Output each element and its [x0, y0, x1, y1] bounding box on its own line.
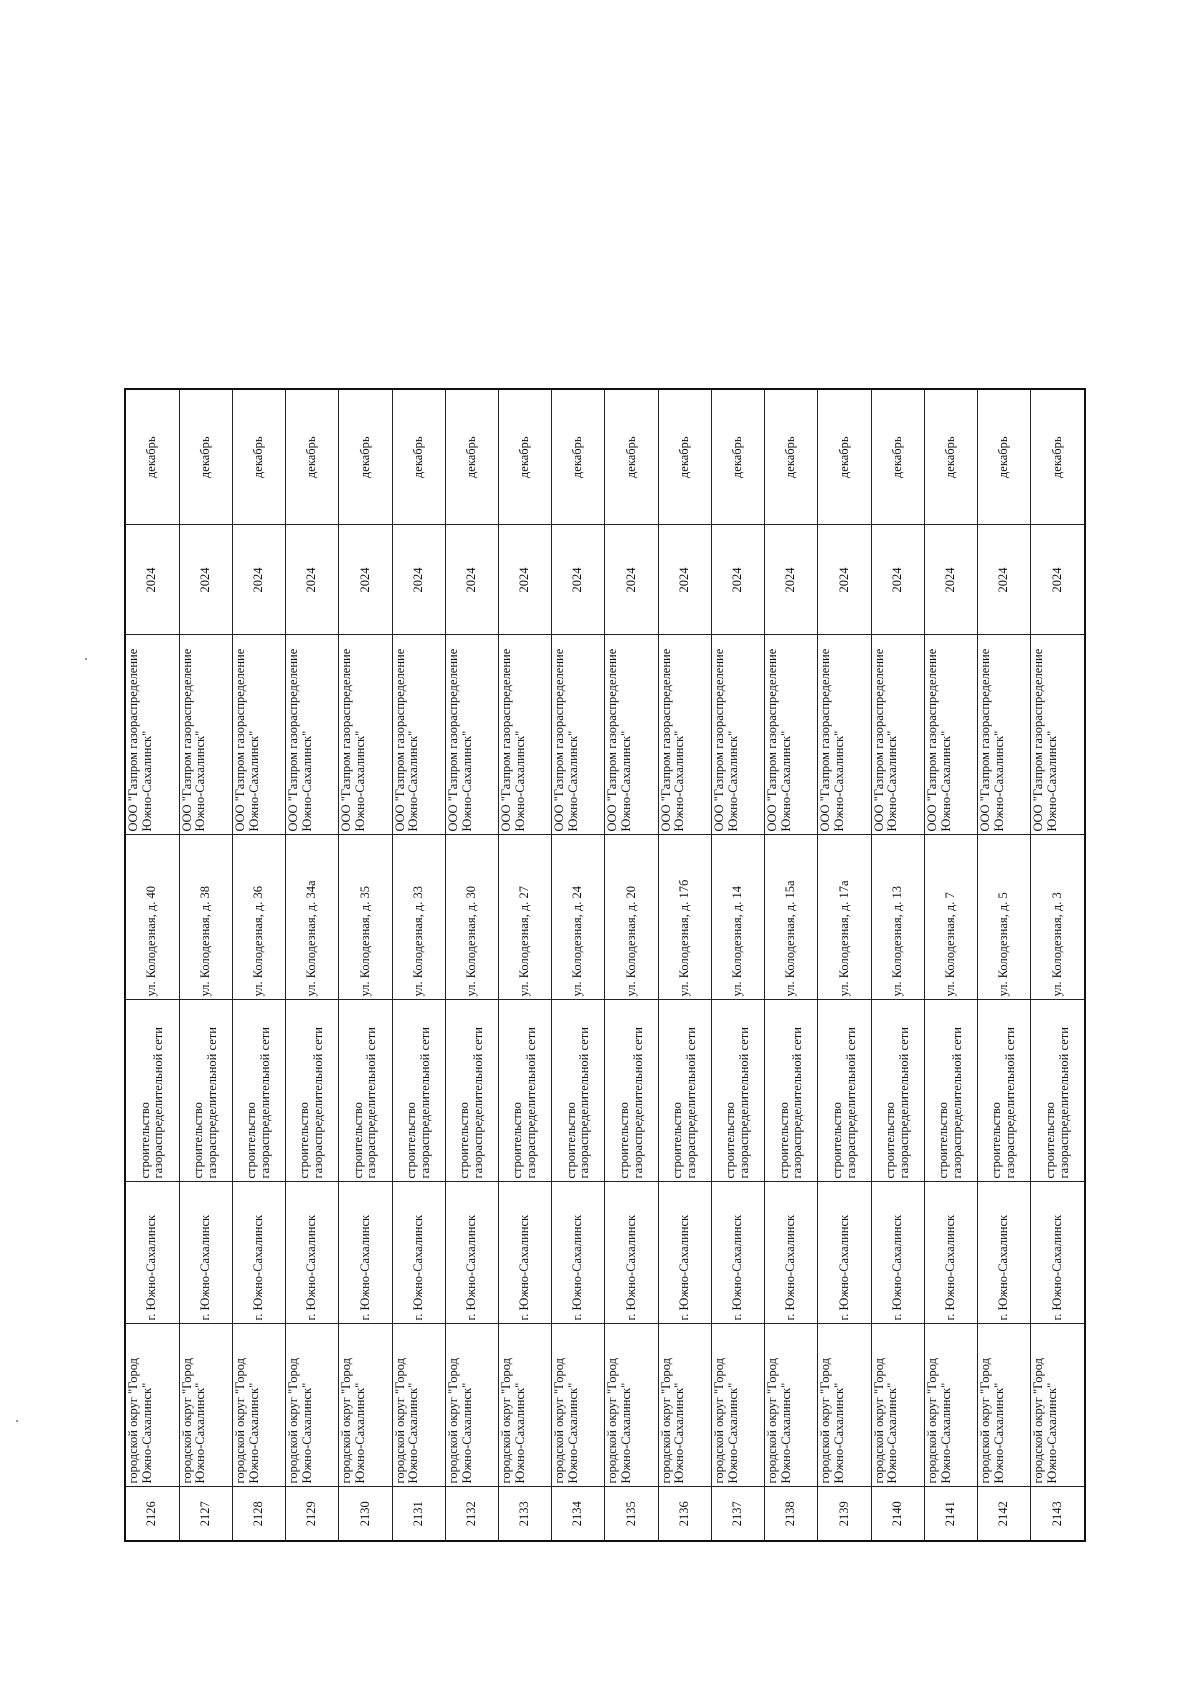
table-row [605, 389, 658, 1541]
table-row [658, 389, 711, 1541]
month-cell: декабрь [125, 389, 179, 525]
table-row [286, 389, 339, 1541]
city-cell: г. Южно-Сахалинск [339, 1182, 392, 1324]
work-type-cell: строительство газораспределительной сети [339, 1000, 392, 1182]
city-cell: г. Южно-Сахалинск [499, 1182, 552, 1324]
year-cell: 2024 [818, 525, 871, 635]
city-cell: г. Южно-Сахалинск [232, 1182, 285, 1324]
month-cell: декабрь [818, 389, 871, 525]
address-cell: ул. Колодезная, д. 17а [818, 835, 871, 1000]
municipality-cell: городской округ "Город Южно-Сахалинск" [765, 1324, 818, 1487]
row-number: 2140 [871, 1487, 924, 1541]
work-type-cell: строительство газораспределительной сети [924, 1000, 977, 1182]
work-type-cell: строительство газораспределительной сети [286, 1000, 339, 1182]
table-row [711, 389, 764, 1541]
work-type-cell: строительство газораспределительной сети [125, 1000, 179, 1182]
rotated-table-container [124, 390, 1086, 1542]
organization-cell: ООО "Газпром газораспределение Южно-Сахалинск" [445, 635, 498, 835]
municipality-cell: городской округ "Город Южно-Сахалинск" [818, 1324, 871, 1487]
organization-cell: ООО "Газпром газораспределение Южно-Сахалинск" [1031, 635, 1085, 835]
address-cell: ул. Колодезная, д. 15а [765, 835, 818, 1000]
city-cell: г. Южно-Сахалинск [445, 1182, 498, 1324]
table-row [232, 389, 285, 1541]
organization-cell: ООО "Газпром газораспределение Южно-Сахалинск" [392, 635, 445, 835]
organization-cell: ООО "Газпром газораспределение Южно-Сахалинск" [605, 635, 658, 835]
table-body [125, 389, 1085, 1541]
row-number: 2130 [339, 1487, 392, 1541]
address-cell: ул. Колодезная, д. 7 [924, 835, 977, 1000]
city-cell: г. Южно-Сахалинск [711, 1182, 764, 1324]
table-row [499, 389, 552, 1541]
municipality-cell: городской округ "Город Южно-Сахалинск" [978, 1324, 1031, 1487]
row-number: 2139 [818, 1487, 871, 1541]
city-cell: г. Южно-Сахалинск [605, 1182, 658, 1324]
table-row [339, 389, 392, 1541]
year-cell: 2024 [1031, 525, 1085, 635]
table-row [179, 389, 232, 1541]
work-type-cell: строительство газораспределительной сети [978, 1000, 1031, 1182]
month-cell: декабрь [179, 389, 232, 525]
address-cell: ул. Колодезная, д. 35 [339, 835, 392, 1000]
municipality-cell: городской округ "Город Южно-Сахалинск" [605, 1324, 658, 1487]
year-cell: 2024 [499, 525, 552, 635]
row-number: 2137 [711, 1487, 764, 1541]
row-number: 2134 [552, 1487, 605, 1541]
month-cell: декабрь [924, 389, 977, 525]
month-cell: декабрь [1031, 389, 1085, 525]
month-cell: декабрь [339, 389, 392, 525]
year-cell: 2024 [605, 525, 658, 635]
municipality-cell: городской округ "Город Южно-Сахалинск" [499, 1324, 552, 1487]
organization-cell: ООО "Газпром газораспределение Южно-Сахалинск" [818, 635, 871, 835]
work-type-cell: строительство газораспределительной сети [179, 1000, 232, 1182]
organization-cell: ООО "Газпром газораспределение Южно-Сахалинск" [286, 635, 339, 835]
month-cell: декабрь [711, 389, 764, 525]
year-cell: 2024 [658, 525, 711, 635]
month-cell: декабрь [499, 389, 552, 525]
municipality-cell: городской округ "Город Южно-Сахалинск" [871, 1324, 924, 1487]
city-cell: г. Южно-Сахалинск [658, 1182, 711, 1324]
year-cell: 2024 [552, 525, 605, 635]
table-row [552, 389, 605, 1541]
city-cell: г. Южно-Сахалинск [924, 1182, 977, 1324]
organization-cell: ООО "Газпром газораспределение Южно-Сахалинск" [339, 635, 392, 835]
month-cell: декабрь [658, 389, 711, 525]
row-number: 2141 [924, 1487, 977, 1541]
row-number: 2128 [232, 1487, 285, 1541]
year-cell: 2024 [339, 525, 392, 635]
municipality-cell: городской округ "Город Южно-Сахалинск" [1031, 1324, 1085, 1487]
organization-cell: ООО "Газпром газораспределение Южно-Сахалинск" [552, 635, 605, 835]
table-row [978, 389, 1031, 1541]
address-cell: ул. Колодезная, д. 38 [179, 835, 232, 1000]
year-cell: 2024 [232, 525, 285, 635]
city-cell: г. Южно-Сахалинск [765, 1182, 818, 1324]
year-cell: 2024 [392, 525, 445, 635]
city-cell: г. Южно-Сахалинск [1031, 1182, 1085, 1324]
municipality-cell: городской округ "Город Южно-Сахалинск" [339, 1324, 392, 1487]
city-cell: г. Южно-Сахалинск [286, 1182, 339, 1324]
municipality-cell: городской округ "Город Южно-Сахалинск" [552, 1324, 605, 1487]
row-number: 2126 [125, 1487, 179, 1541]
work-type-cell: строительство газораспределительной сети [658, 1000, 711, 1182]
row-number: 2129 [286, 1487, 339, 1541]
work-type-cell: строительство газораспределительной сети [818, 1000, 871, 1182]
work-type-cell: строительство газораспределительной сети [1031, 1000, 1085, 1182]
scan-speck [85, 658, 87, 660]
work-type-cell: строительство газораспределительной сети [392, 1000, 445, 1182]
table-row [125, 389, 179, 1541]
organization-cell: ООО "Газпром газораспределение Южно-Сахалинск" [179, 635, 232, 835]
organization-cell: ООО "Газпром газораспределение Южно-Сахалинск" [924, 635, 977, 835]
city-cell: г. Южно-Сахалинск [978, 1182, 1031, 1324]
address-cell: ул. Колодезная, д. 5 [978, 835, 1031, 1000]
work-type-cell: строительство газораспределительной сети [605, 1000, 658, 1182]
registry-table [124, 388, 1086, 1542]
municipality-cell: городской округ "Город Южно-Сахалинск" [658, 1324, 711, 1487]
work-type-cell: строительство газораспределительной сети [499, 1000, 552, 1182]
month-cell: декабрь [871, 389, 924, 525]
row-number: 2143 [1031, 1487, 1085, 1541]
month-cell: декабрь [552, 389, 605, 525]
city-cell: г. Южно-Сахалинск [552, 1182, 605, 1324]
address-cell: ул. Колодезная, д. 34а [286, 835, 339, 1000]
row-number: 2131 [392, 1487, 445, 1541]
organization-cell: ООО "Газпром газораспределение Южно-Сахалинск" [125, 635, 179, 835]
address-cell: ул. Колодезная, д. 24 [552, 835, 605, 1000]
work-type-cell: строительство газораспределительной сети [871, 1000, 924, 1182]
organization-cell: ООО "Газпром газораспределение Южно-Сахалинск" [871, 635, 924, 835]
month-cell: декабрь [978, 389, 1031, 525]
address-cell: ул. Колодезная, д. 13 [871, 835, 924, 1000]
month-cell: декабрь [605, 389, 658, 525]
address-cell: ул. Колодезная, д. 40 [125, 835, 179, 1000]
table-row [871, 389, 924, 1541]
month-cell: декабрь [286, 389, 339, 525]
table-row [765, 389, 818, 1541]
row-number: 2138 [765, 1487, 818, 1541]
year-cell: 2024 [179, 525, 232, 635]
municipality-cell: городской округ "Город Южно-Сахалинск" [924, 1324, 977, 1487]
year-cell: 2024 [765, 525, 818, 635]
municipality-cell: городской округ "Город Южно-Сахалинск" [179, 1324, 232, 1487]
work-type-cell: строительство газораспределительной сети [765, 1000, 818, 1182]
row-number: 2132 [445, 1487, 498, 1541]
address-cell: ул. Колодезная, д. 33 [392, 835, 445, 1000]
address-cell: ул. Колодезная, д. 14 [711, 835, 764, 1000]
year-cell: 2024 [125, 525, 179, 635]
city-cell: г. Южно-Сахалинск [125, 1182, 179, 1324]
city-cell: г. Южно-Сахалинск [871, 1182, 924, 1324]
year-cell: 2024 [978, 525, 1031, 635]
address-cell: ул. Колодезная, д. 3 [1031, 835, 1085, 1000]
year-cell: 2024 [924, 525, 977, 635]
address-cell: ул. Колодезная, д. 27 [499, 835, 552, 1000]
row-number: 2135 [605, 1487, 658, 1541]
month-cell: декабрь [392, 389, 445, 525]
address-cell: ул. Колодезная, д. 30 [445, 835, 498, 1000]
table-row [392, 389, 445, 1541]
year-cell: 2024 [286, 525, 339, 635]
organization-cell: ООО "Газпром газораспределение Южно-Сахалинск" [711, 635, 764, 835]
table-row [445, 389, 498, 1541]
organization-cell: ООО "Газпром газораспределение Южно-Сахалинск" [499, 635, 552, 835]
address-cell: ул. Колодезная, д. 36 [232, 835, 285, 1000]
municipality-cell: городской округ "Город Южно-Сахалинск" [445, 1324, 498, 1487]
work-type-cell: строительство газораспределительной сети [552, 1000, 605, 1182]
work-type-cell: строительство газораспределительной сети [445, 1000, 498, 1182]
row-number: 2127 [179, 1487, 232, 1541]
address-cell: ул. Колодезная, д. 17б [658, 835, 711, 1000]
year-cell: 2024 [445, 525, 498, 635]
month-cell: декабрь [765, 389, 818, 525]
city-cell: г. Южно-Сахалинск [179, 1182, 232, 1324]
city-cell: г. Южно-Сахалинск [818, 1182, 871, 1324]
month-cell: декабрь [445, 389, 498, 525]
organization-cell: ООО "Газпром газораспределение Южно-Сахалинск" [978, 635, 1031, 835]
municipality-cell: городской округ "Город Южно-Сахалинск" [125, 1324, 179, 1487]
municipality-cell: городской округ "Город Южно-Сахалинск" [392, 1324, 445, 1487]
organization-cell: ООО "Газпром газораспределение Южно-Сахалинск" [232, 635, 285, 835]
municipality-cell: городской округ "Город Южно-Сахалинск" [711, 1324, 764, 1487]
address-cell: ул. Колодезная, д. 20 [605, 835, 658, 1000]
table-row [818, 389, 871, 1541]
scan-speck [16, 1420, 18, 1422]
organization-cell: ООО "Газпром газораспределение Южно-Сахалинск" [658, 635, 711, 835]
table-row [924, 389, 977, 1541]
year-cell: 2024 [711, 525, 764, 635]
table-row [1031, 389, 1085, 1541]
municipality-cell: городской округ "Город Южно-Сахалинск" [286, 1324, 339, 1487]
row-number: 2136 [658, 1487, 711, 1541]
city-cell: г. Южно-Сахалинск [392, 1182, 445, 1324]
month-cell: декабрь [232, 389, 285, 525]
row-number: 2133 [499, 1487, 552, 1541]
work-type-cell: строительство газораспределительной сети [711, 1000, 764, 1182]
work-type-cell: строительство газораспределительной сети [232, 1000, 285, 1182]
row-number: 2142 [978, 1487, 1031, 1541]
organization-cell: ООО "Газпром газораспределение Южно-Сахалинск" [765, 635, 818, 835]
municipality-cell: городской округ "Город Южно-Сахалинск" [232, 1324, 285, 1487]
year-cell: 2024 [871, 525, 924, 635]
